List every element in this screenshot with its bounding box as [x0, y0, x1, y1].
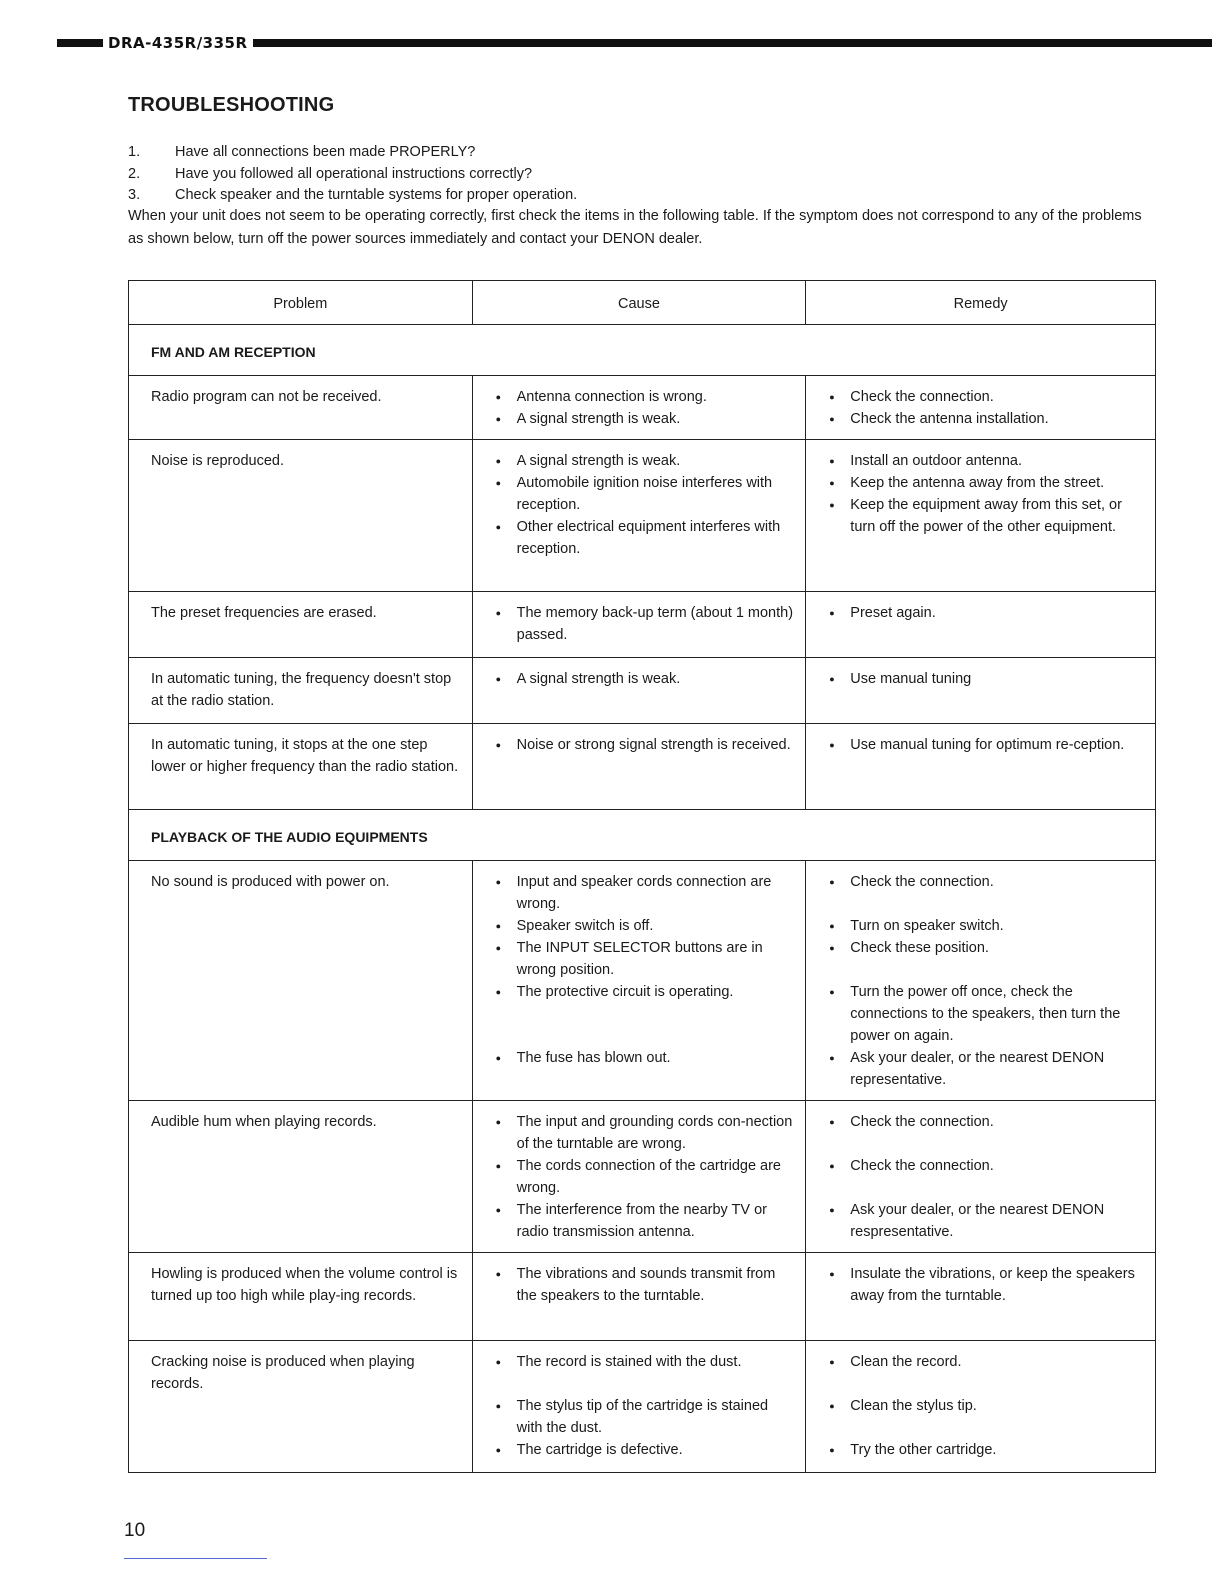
- page-title: TROUBLESHOOTING: [128, 94, 335, 116]
- table-row: [129, 1253, 1156, 1341]
- problem-cell: No sound is produced with power on.: [129, 861, 473, 1101]
- table-row: [129, 658, 1156, 724]
- remedy-cell: [806, 861, 1156, 1101]
- remedy-item: ● Turn the power off once, check the connections to the speakers, then turn the power on again.: [828, 981, 1145, 1047]
- header-cause: Cause: [472, 281, 806, 325]
- remedy-item: ● Use manual tuning: [828, 668, 1145, 690]
- cause-item: ● The fuse has blown out.: [495, 1047, 796, 1069]
- cause-item: ● A signal strength is weak.: [495, 408, 796, 430]
- remedy-item: ● Ask your dealer, or the nearest DENON respresentative.: [828, 1199, 1145, 1243]
- cause-cell: [472, 1341, 806, 1473]
- footer-rule: [124, 1558, 267, 1559]
- cause-cell: [472, 440, 806, 592]
- remedy-cell: [806, 440, 1156, 592]
- cause-item: ● Other electrical equipment interferes with reception.: [495, 516, 796, 560]
- table-row: [129, 1341, 1156, 1473]
- cause-item: ● Speaker switch is off.: [495, 915, 796, 937]
- header-remedy: Remedy: [806, 281, 1156, 325]
- remedy-item: ● Insulate the vibrations, or keep the speakers away from the turntable.: [828, 1263, 1145, 1307]
- header-rule-right: [253, 39, 1212, 47]
- remedy-item: ● Check the connection.: [828, 871, 1145, 893]
- cause-item: ● The memory back-up term (about 1 month) passed.: [495, 602, 796, 646]
- remedy-item: ● Turn on speaker switch.: [828, 915, 1145, 937]
- section-title: PLAYBACK OF THE AUDIO EQUIPMENTS: [129, 810, 1156, 861]
- remedy-cell: [806, 1341, 1156, 1473]
- problem-cell: Howling is produced when the volume control is turned up too high while play-ing records.: [129, 1253, 473, 1341]
- remedy-item: ● Keep the equipment away from this set, or turn off the power of the other equipment.: [828, 494, 1145, 538]
- remedy-item: ● Try the other cartridge.: [828, 1439, 1145, 1461]
- problem-cell: Radio program can not be received.: [129, 376, 473, 440]
- problem-cell: In automatic tuning, it stops at the one step lower or higher frequency than the radio station.: [129, 724, 473, 810]
- cause-cell: [472, 658, 806, 724]
- section-title: FM AND AM RECEPTION: [129, 325, 1156, 376]
- remedy-item: ● Clean the record.: [828, 1351, 1145, 1373]
- remedy-item: ● Ask your dealer, or the nearest DENON representative.: [828, 1047, 1145, 1091]
- table-row: [129, 376, 1156, 440]
- remedy-cell: [806, 1101, 1156, 1253]
- cause-item: ● Antenna connection is wrong.: [495, 386, 796, 408]
- cause-item: ● The vibrations and sounds transmit from the speakers to the turntable.: [495, 1263, 796, 1307]
- header-rule-left: [57, 39, 103, 47]
- remedy-item: ● Check these position.: [828, 937, 1145, 959]
- remedy-item: ● Keep the antenna away from the street.: [828, 472, 1145, 494]
- cause-cell: [472, 1101, 806, 1253]
- checklist-item: 2. Have you followed all operational instructions correctly?: [128, 165, 533, 182]
- cause-item: ● The stylus tip of the cartridge is stained with the dust.: [495, 1395, 796, 1439]
- checklist-item: 1. Have all connections been made PROPERLY?: [128, 144, 476, 160]
- table-row: [129, 440, 1156, 592]
- problem-cell: Audible hum when playing records.: [129, 1101, 473, 1253]
- cause-item: ● A signal strength is weak.: [495, 450, 796, 472]
- remedy-item: ● Install an outdoor antenna.: [828, 450, 1145, 472]
- header-problem: Problem: [129, 281, 473, 325]
- table-row: [129, 861, 1156, 1101]
- cause-item: ● The cartridge is defective.: [495, 1439, 796, 1461]
- cause-item: ● A signal strength is weak.: [495, 668, 796, 690]
- problem-cell: The preset frequencies are erased.: [129, 592, 473, 658]
- remedy-item: ● Check the connection.: [828, 1111, 1145, 1133]
- cause-cell: [472, 724, 806, 810]
- section-row: [129, 325, 1156, 376]
- cause-cell: [472, 1253, 806, 1341]
- table-row: [129, 1101, 1156, 1253]
- header-bar: [57, 36, 1212, 50]
- page-number: 10: [124, 1520, 146, 1541]
- remedy-item: ● Use manual tuning for optimum re-ception.: [828, 734, 1145, 756]
- cause-item: ● The input and grounding cords con-nection of the turntable are wrong.: [495, 1111, 796, 1155]
- checklist-item: 3. Check speaker and the turntable systems for proper operation.: [128, 187, 578, 203]
- remedy-cell: [806, 658, 1156, 724]
- cause-item: ● The interference from the nearby TV or radio transmission antenna.: [495, 1199, 796, 1243]
- remedy-cell: [806, 724, 1156, 810]
- remedy-item: ● Clean the stylus tip.: [828, 1395, 1145, 1417]
- cause-item: ● Noise or strong signal strength is received.: [495, 734, 796, 756]
- model-name: DRA-435R/335R: [108, 34, 248, 52]
- remedy-item: ● Preset again.: [828, 602, 1145, 624]
- problem-cell: In automatic tuning, the frequency doesn't stop at the radio station.: [129, 658, 473, 724]
- cause-cell: [472, 376, 806, 440]
- intro-paragraph: When your unit does not seem to be operating correctly, first check the items in the following table. If the symptom does not correspond to any of the problems as shown below, turn off the power sources immediately and contact your DENON dealer.: [128, 208, 1142, 247]
- table-header-row: [129, 281, 1156, 325]
- cause-item: ● Automobile ignition noise interferes with reception.: [495, 472, 796, 516]
- remedy-item: ● Check the antenna installation.: [828, 408, 1145, 430]
- remedy-cell: [806, 1253, 1156, 1341]
- cause-item: ● The record is stained with the dust.: [495, 1351, 796, 1373]
- problem-cell: Cracking noise is produced when playing records.: [129, 1341, 473, 1473]
- table-row: [129, 724, 1156, 810]
- troubleshooting-table: [128, 280, 1156, 1473]
- cause-item: ● The cords connection of the cartridge are wrong.: [495, 1155, 796, 1199]
- cause-item: ● The protective circuit is operating.: [495, 981, 796, 1003]
- cause-item: ● Input and speaker cords connection are wrong.: [495, 871, 796, 915]
- table-row: [129, 592, 1156, 658]
- cause-item: ● The INPUT SELECTOR buttons are in wrong position.: [495, 937, 796, 981]
- remedy-item: ● Check the connection.: [828, 1155, 1145, 1177]
- cause-cell: [472, 592, 806, 658]
- section-row: [129, 810, 1156, 861]
- remedy-item: ● Check the connection.: [828, 386, 1145, 408]
- problem-cell: Noise is reproduced.: [129, 440, 473, 592]
- remedy-cell: [806, 592, 1156, 658]
- checklist: [128, 142, 577, 207]
- remedy-cell: [806, 376, 1156, 440]
- cause-cell: [472, 861, 806, 1101]
